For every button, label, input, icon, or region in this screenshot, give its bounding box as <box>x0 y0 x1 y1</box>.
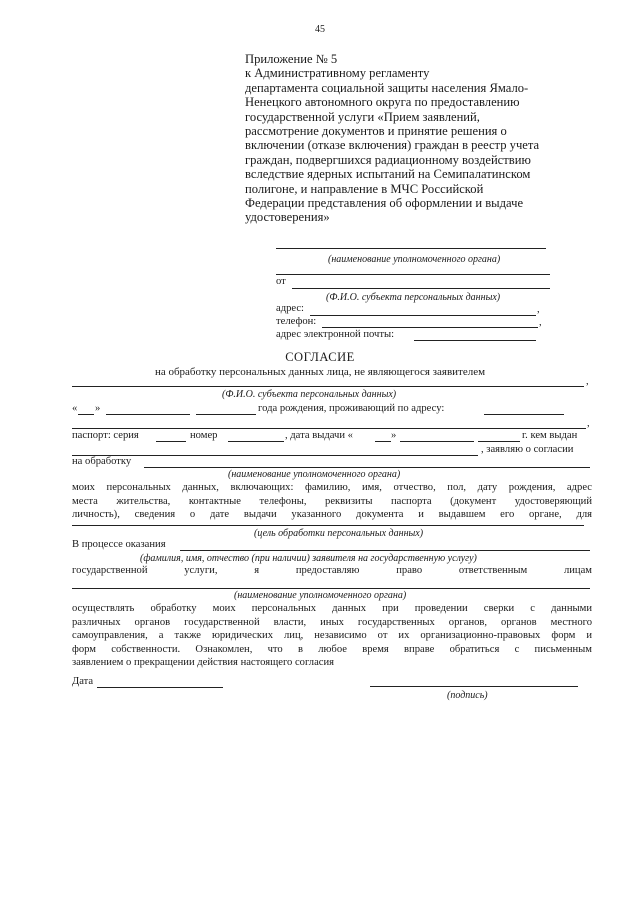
passport-series-field[interactable] <box>156 441 186 442</box>
residence-address-field-2[interactable] <box>72 428 586 429</box>
appendix-line: департамента социальной защиты населения Ямало- <box>245 80 529 95</box>
birth-day-field[interactable] <box>78 414 94 415</box>
processing-organ-caption: (наименование уполномоченного органа) <box>228 469 401 480</box>
issue-day-field[interactable] <box>375 441 391 442</box>
applicant-caption: (фамилия, имя, отчество (при наличии) заявителя на государственную услугу) <box>140 553 477 564</box>
phone-label: телефон: <box>276 316 317 327</box>
appendix-line: граждан, подвергшихся радиационному воздействию <box>245 152 531 167</box>
issue-year-field[interactable] <box>478 441 520 442</box>
phone-field[interactable] <box>322 327 538 328</box>
signature-field[interactable] <box>370 686 578 687</box>
final-paragraph: осуществлять обработку моих персональных данных при проведении сверки с данными различных органов государственной власти, иных государственных органов, органов местного самоуправления, а также юридических лиц, независимо от их организационно-правовых форм и форм собственности. Ознакомлен, что в любое время вправе обратиться с письменным заявлением о прекращении действия настоящего согласия <box>72 603 592 669</box>
from-label: от <box>276 276 286 287</box>
issued-by-label: г. кем выдан <box>522 430 578 441</box>
appendix-line: Ненецкого автономного округа по предоставлению <box>245 95 520 110</box>
birth-text: года рождения, проживающий по адресу: <box>258 403 445 414</box>
consent-text: , заявляю о согласии <box>481 444 574 455</box>
processing-organ-field[interactable] <box>144 467 590 468</box>
appendix-block <box>245 52 539 225</box>
phone-comma: , <box>539 317 542 328</box>
email-label: адрес электронной почты: <box>276 329 395 340</box>
appendix-line: вследствие ядерных испытаний на Семипалатинском <box>245 167 531 182</box>
applicant-field[interactable] <box>180 550 590 551</box>
appendix-line: Федерации представления об оформлении и выдаче <box>245 196 524 211</box>
issue-date-close: » <box>391 430 397 441</box>
organ-name-caption: (наименование уполномоченного органа) <box>328 254 501 265</box>
appendix-line: полигоне, и направление в МЧС Российской <box>245 181 484 196</box>
passport-number-label: номер <box>190 430 218 441</box>
fio-caption-header: (Ф.И.О. субъекта персональных данных) <box>326 292 501 303</box>
organ-name-field[interactable] <box>276 248 546 249</box>
passport-series-label: паспорт: серия <box>72 430 139 441</box>
grant-line: государственной услуги, я предоставляю право ответственным лицам <box>72 565 592 576</box>
purpose-caption: (цель обработки персональных данных) <box>254 528 424 539</box>
address-label: адрес: <box>276 303 305 314</box>
subject-fio-field[interactable] <box>72 386 584 387</box>
comma: , <box>586 376 589 387</box>
processing-label: на обработку <box>72 456 132 467</box>
signature-caption: (подпись) <box>447 690 488 701</box>
quote-open: « <box>72 403 78 414</box>
appendix-line: рассмотрение документов и принятие решения о <box>245 124 507 139</box>
appendix-line: удостоверения» <box>245 210 330 225</box>
issue-month-field[interactable] <box>400 441 474 442</box>
email-field[interactable] <box>414 340 536 341</box>
quote-close: » <box>95 403 101 414</box>
issued-by-field[interactable] <box>72 455 478 456</box>
address-field[interactable] <box>310 315 536 316</box>
date-field[interactable] <box>97 687 223 688</box>
passport-number-field[interactable] <box>228 441 284 442</box>
comma: , <box>587 418 590 429</box>
appendix-line: включении (отказе включения) граждан в реестр учета <box>245 138 540 153</box>
organ-name-field-2[interactable] <box>276 274 550 275</box>
appendix-title: Приложение № 5 <box>245 52 338 66</box>
subject-fio-caption: (Ф.И.О. субъекта персональных данных) <box>222 389 397 400</box>
issue-date-label: , дата выдачи « <box>285 430 353 441</box>
birth-year-field[interactable] <box>196 414 256 415</box>
from-field[interactable] <box>292 288 550 289</box>
date-label: Дата <box>72 676 94 687</box>
appendix-line: государственной услуги «Прием заявлений, <box>245 109 480 124</box>
address-comma: , <box>537 304 540 315</box>
appendix-line: к Административному регламенту <box>245 66 430 81</box>
birth-month-field[interactable] <box>106 414 190 415</box>
consent-subtitle: на обработку персональных данных лица, не являющегося заявителем <box>154 366 486 378</box>
responsible-organ-caption: (наименование уполномоченного органа) <box>234 590 407 601</box>
consent-title: СОГЛАСИЕ <box>285 350 355 364</box>
purpose-field[interactable] <box>72 525 584 526</box>
page-number: 45 <box>315 24 325 35</box>
process-label: В процессе оказания <box>72 539 166 550</box>
responsible-organ-field[interactable] <box>72 588 590 589</box>
residence-address-field[interactable] <box>484 414 564 415</box>
data-paragraph: моих персональных данных, включающих: фамилию, имя, отчество, пол, дату рождения, адрес места жительства, контактные телефоны, реквизиты паспорта (документ удостоверяющий личность), сведения о дате выдачи указанного документа и выдавшем его органе, для <box>72 482 592 521</box>
